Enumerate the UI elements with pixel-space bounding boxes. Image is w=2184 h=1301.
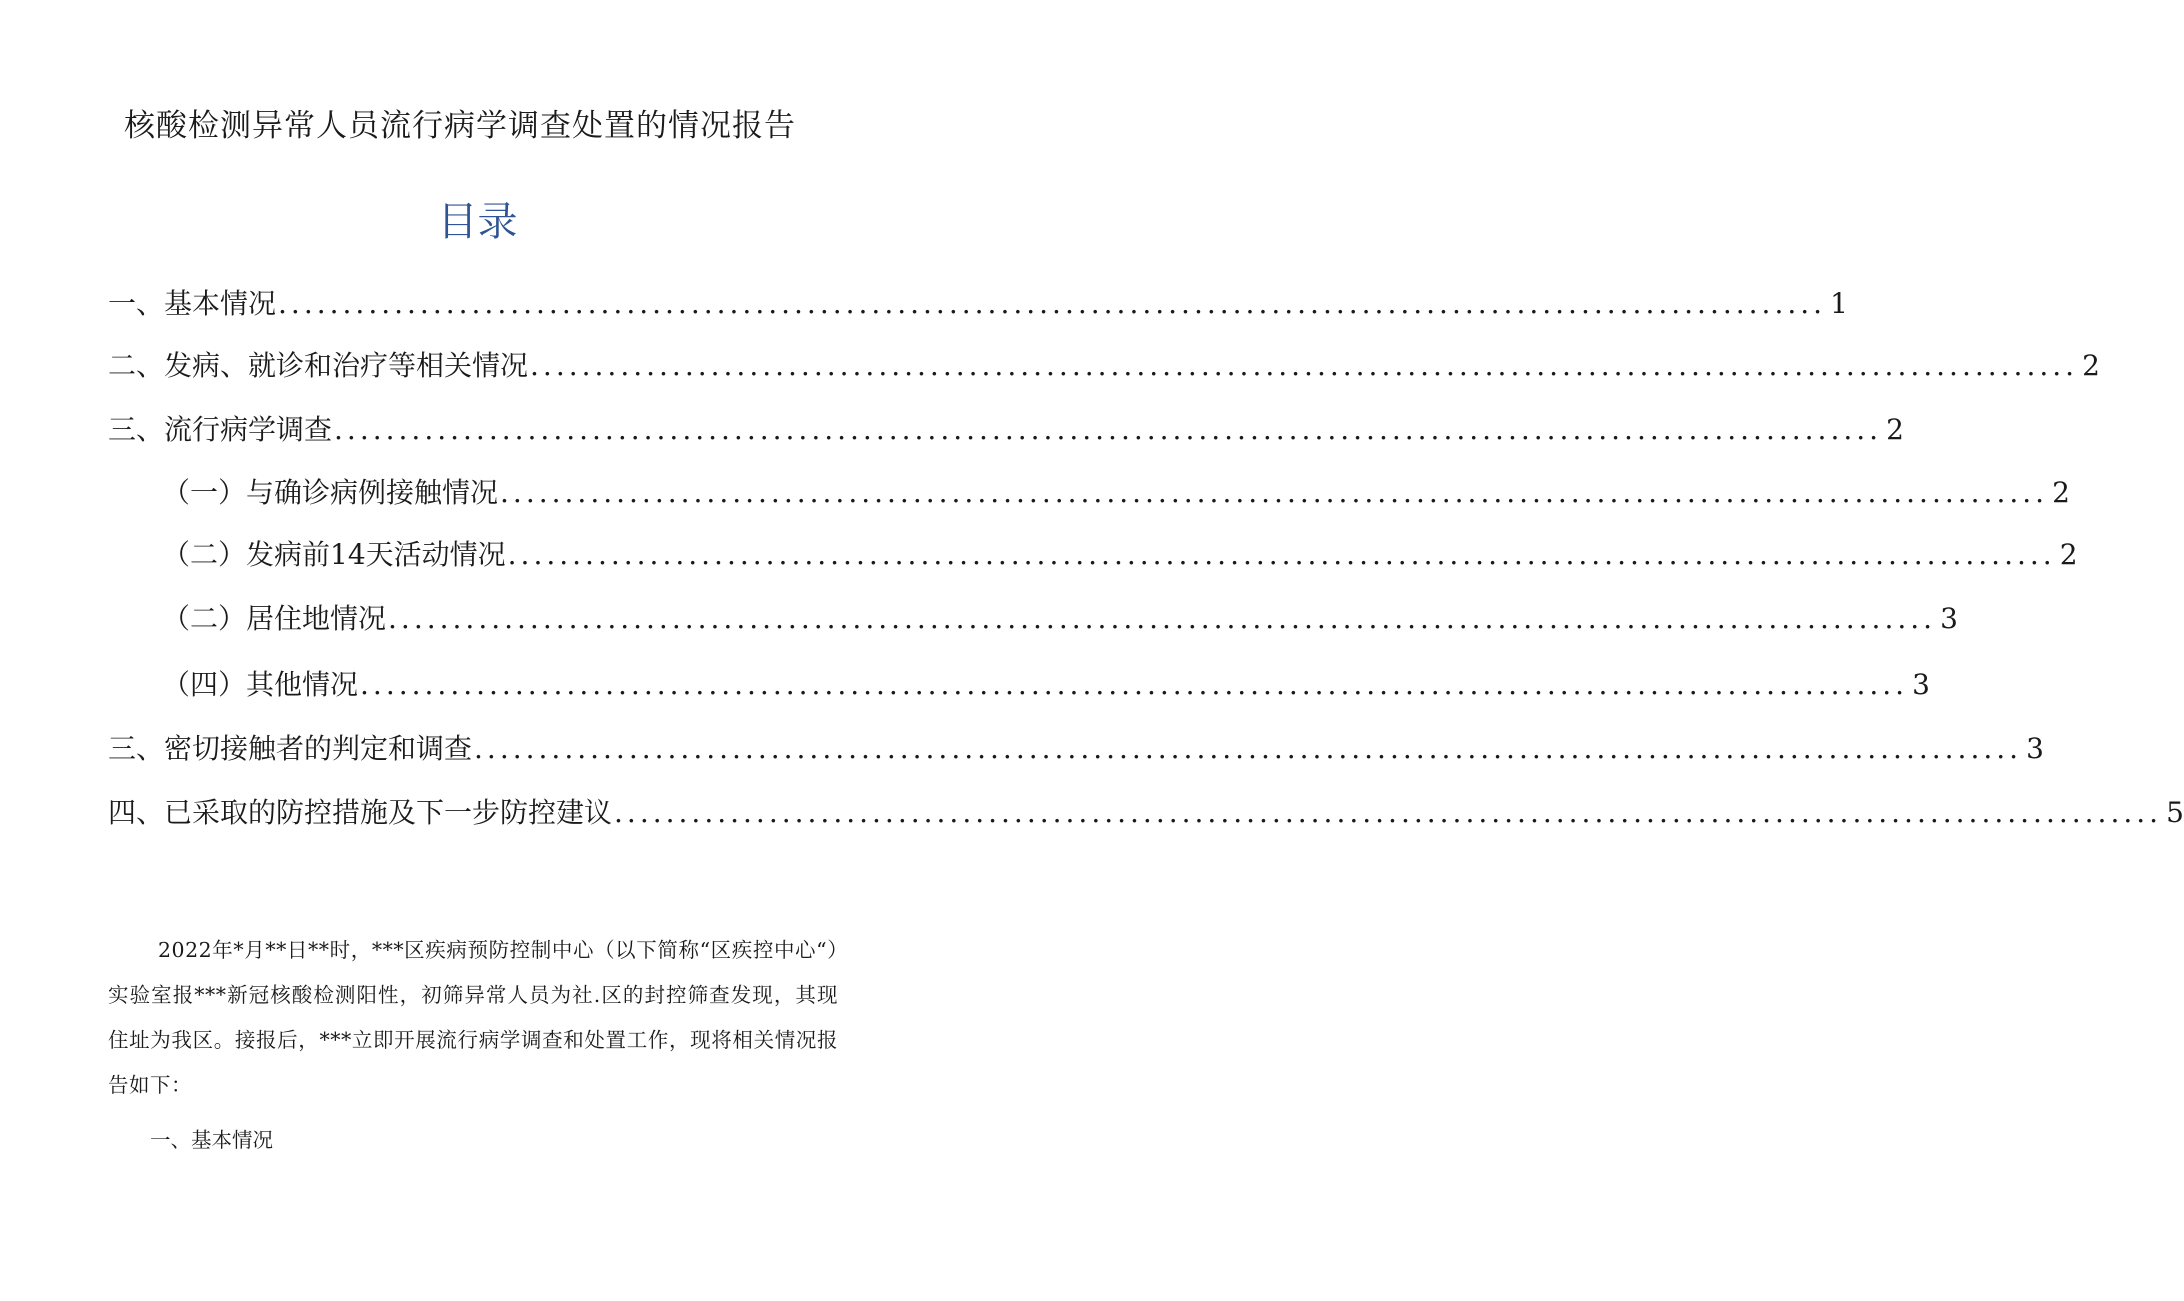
toc-dot-leader: ........................................................................................................................ <box>507 538 2056 571</box>
toc-page-number: 2 <box>1886 413 1904 446</box>
toc-entry-text: 四、已采取的防控措施及下一步防控建议 <box>108 796 613 829</box>
toc-entry-text: （二）发病前14天活动情况 <box>162 538 506 571</box>
toc-page-number: 3 <box>2026 732 2044 765</box>
toc-heading: 目录 <box>437 199 518 245</box>
toc-entry[interactable] <box>162 663 1930 707</box>
toc-page-number: 2 <box>2082 349 2100 382</box>
toc-dot-leader: ........................................................................................................................ <box>500 476 2049 509</box>
toc-dot-leader: ........................................................................................................................ <box>360 668 1909 701</box>
toc-entry-text: 二、发病、就诊和治疗等相关情况 <box>108 349 529 382</box>
toc-page-number: 5 <box>2166 796 2184 829</box>
toc-entry-text: 三、密切接触者的判定和调查 <box>108 732 473 765</box>
toc-dot-leader: ........................................................................................................................ <box>278 287 1827 320</box>
toc-page-number: 2 <box>2059 538 2078 571</box>
toc-entry[interactable] <box>162 533 2078 577</box>
toc-entry-text: （四）其他情况 <box>162 668 359 701</box>
toc-entry-text: 一、基本情况 <box>108 287 277 320</box>
toc-entry-text: （二）居住地情况 <box>162 602 387 635</box>
toc-entry[interactable] <box>108 408 1904 452</box>
toc-entry-text: （一）与确诊病例接触情况 <box>162 476 499 509</box>
toc-dot-leader: ........................................................................................................................ <box>388 602 1937 635</box>
toc-entry[interactable] <box>108 282 1848 326</box>
toc-page-number: 2 <box>2052 476 2070 509</box>
toc-dot-leader: ........................................................................................................................ <box>474 732 2023 765</box>
toc-entry[interactable] <box>162 471 2070 515</box>
toc-entry-text: 三、流行病学调查 <box>108 413 333 446</box>
toc-entry[interactable] <box>108 344 2100 388</box>
document-title: 核酸检测异常人员流行病学调查处置的情况报告 <box>124 108 796 144</box>
toc-page-number: 3 <box>1912 668 1930 701</box>
toc-entry[interactable] <box>108 791 2184 835</box>
toc-entry[interactable] <box>108 727 2044 771</box>
toc-entry[interactable] <box>162 597 1958 641</box>
toc-dot-leader: ........................................................................................................................ <box>530 349 2079 382</box>
toc-page-number: 1 <box>1830 287 1848 320</box>
toc-dot-leader: ........................................................................................................................ <box>614 796 2163 829</box>
intro-paragraph: 2022年*月**日**时，***区疾病预防控制中心（以下简称“区疾控中心“）实验室报***新冠核酸检测阳性，初筛异常人员为社.区的封控筛查发现，其现住址为我区。接报后，***立即开展流行病学调查和处置工作，现将相关情况报告如下： <box>108 938 838 1097</box>
toc-page-number: 3 <box>1940 602 1958 635</box>
section-heading-basic-info: 一、基本情况 <box>150 1128 273 1152</box>
toc-dot-leader: ........................................................................................................................ <box>334 413 1883 446</box>
